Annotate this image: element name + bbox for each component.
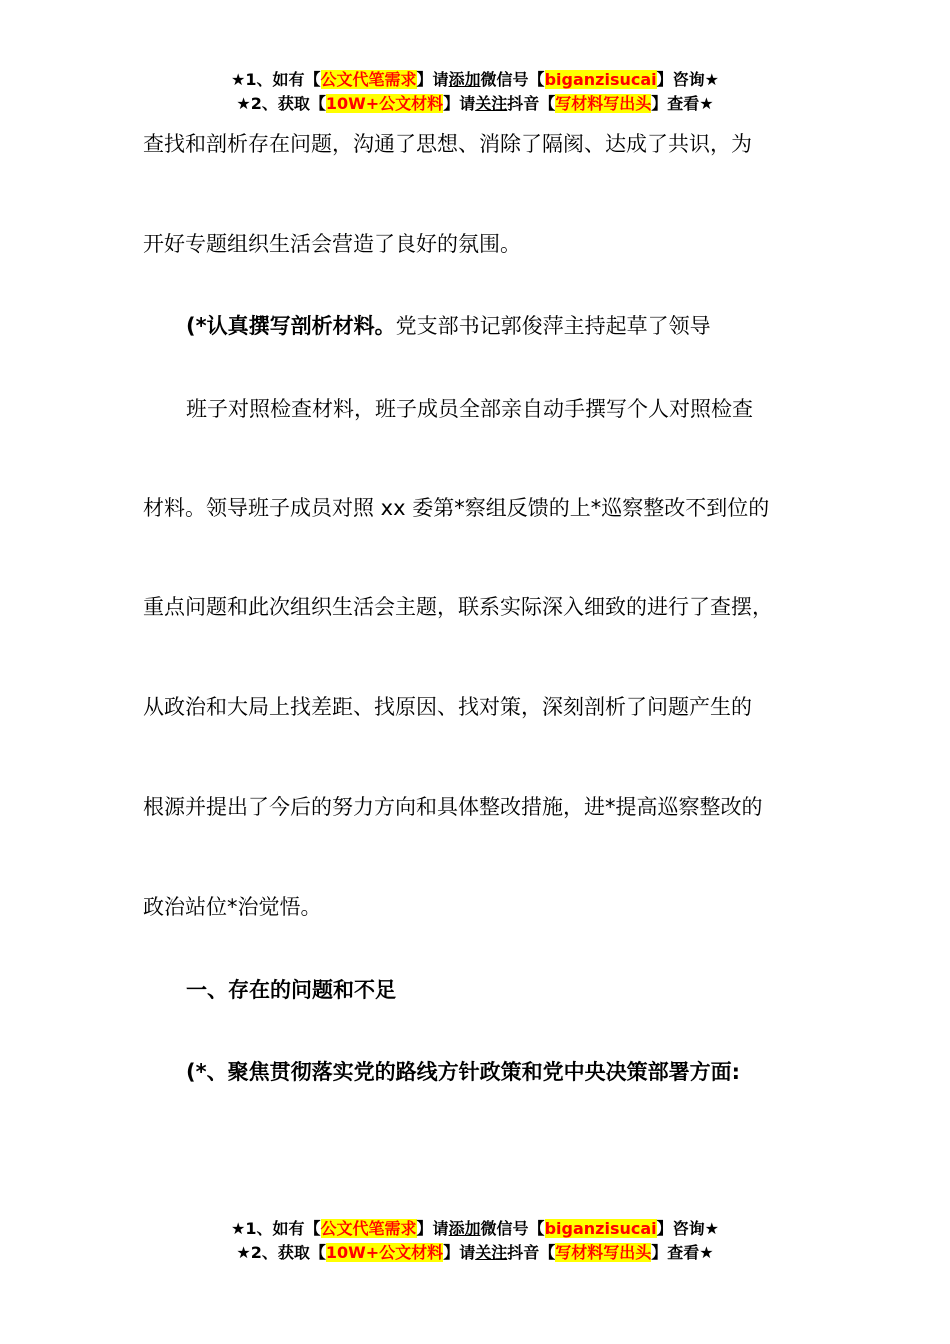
- banner-line-1: [0, 68, 950, 92]
- bottom-banner: [0, 1217, 950, 1265]
- banner-underline: 添加: [448, 70, 481, 89]
- banner-text: 】查看★: [651, 94, 714, 113]
- banner-highlight: 公文代笔需求: [320, 70, 417, 89]
- section-lead: (*认真撰写剖析材料。: [186, 314, 396, 338]
- banner-text: 】咨询★: [656, 1219, 719, 1238]
- banner-text: ★2、获取【: [236, 1243, 326, 1262]
- body-line: [186, 311, 711, 341]
- section-heading: 一、存在的问题和不足: [186, 978, 396, 1002]
- banner-highlight: 写材料写出头: [555, 94, 652, 113]
- banner-text: 微信号【: [480, 70, 545, 89]
- body-line: 从政治和大局上找差距、找原因、找对策，深刻剖析了问题产生的: [143, 695, 752, 719]
- body-line: 材料。领导班子成员对照 xx 委第*察组反馈的上*巡察整改不到位的: [143, 496, 770, 520]
- banner-underline: 添加: [448, 1219, 481, 1238]
- banner-underline: 关注: [475, 94, 508, 113]
- banner-highlight: 公文代笔需求: [320, 1219, 417, 1238]
- banner-highlight: 10W+公文材料: [325, 94, 444, 113]
- banner-highlight: 10W+公文材料: [325, 1243, 444, 1262]
- banner-text: 抖音【: [507, 1243, 556, 1262]
- banner-highlight: biganzisucai: [544, 1219, 657, 1238]
- body-line: 查找和剖析存在问题，沟通了思想、消除了隔阂、达成了共识，为: [143, 132, 752, 156]
- banner-line-2: [0, 92, 950, 116]
- banner-text: ★2、获取【: [236, 94, 326, 113]
- banner-text: 】查看★: [651, 1243, 714, 1262]
- banner-text: 】请: [416, 1219, 449, 1238]
- subsection-heading: (*、聚焦贯彻落实党的路线方针政策和党中央决策部署方面:: [186, 1060, 740, 1084]
- banner-text: 】咨询★: [656, 70, 719, 89]
- top-banner: [0, 68, 950, 116]
- banner-text: 】请: [443, 94, 476, 113]
- body-line: 根源并提出了今后的努力方向和具体整改措施，进*提高巡察整改的: [143, 795, 763, 819]
- banner-line-1: [0, 1217, 950, 1241]
- body-line: 政治站位*治觉悟。: [143, 895, 322, 919]
- banner-text: ★1、如有【: [231, 1219, 321, 1238]
- body-line: 重点问题和此次组织生活会主题，联系实际深入细致的进行了查摆，: [143, 595, 773, 619]
- banner-underline: 关注: [475, 1243, 508, 1262]
- banner-text: 抖音【: [507, 94, 556, 113]
- banner-text: 】请: [443, 1243, 476, 1262]
- banner-line-2: [0, 1241, 950, 1265]
- body-line: 班子对照检查材料，班子成员全部亲自动手撰写个人对照检查: [186, 397, 753, 421]
- banner-text: 微信号【: [480, 1219, 545, 1238]
- body-text: 党支部书记郭俊萍主持起草了领导: [395, 314, 711, 338]
- banner-text: 】请: [416, 70, 449, 89]
- banner-text: ★1、如有【: [231, 70, 321, 89]
- body-line: 开好专题组织生活会营造了良好的氛围。: [143, 232, 521, 256]
- banner-highlight: biganzisucai: [544, 70, 657, 89]
- banner-highlight: 写材料写出头: [555, 1243, 652, 1262]
